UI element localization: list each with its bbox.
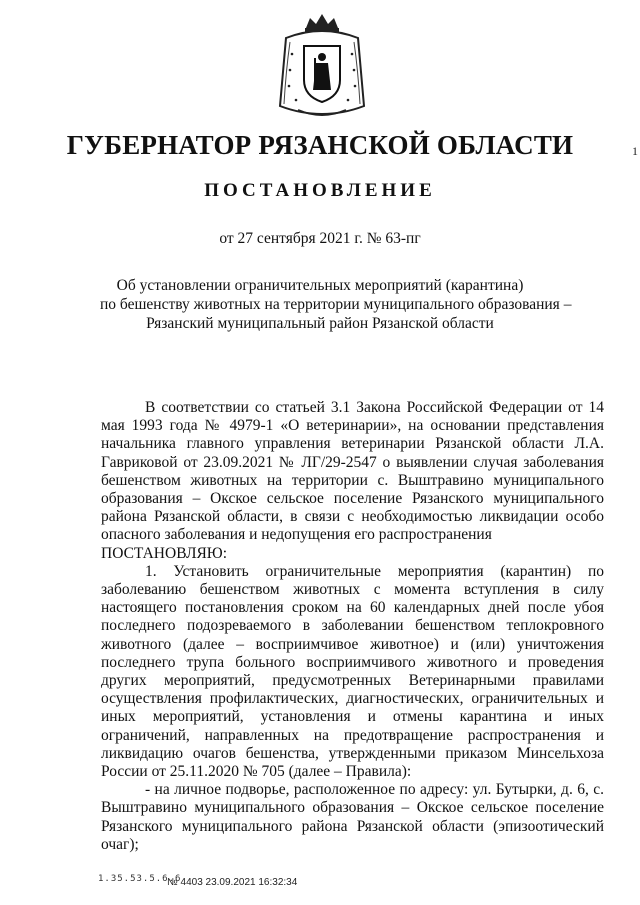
document-body xyxy=(101,399,604,854)
subject-line: Рязанский муниципальный район Рязанской области xyxy=(146,315,494,332)
document-type: ПОСТАНОВЛЕНИЕ xyxy=(204,180,436,201)
resolves-heading: ПОСТАНОВЛЯЮ: xyxy=(101,544,228,562)
footer-barcode-text: 1.35.53.5.6.6 xyxy=(98,874,182,884)
coat-of-arms-icon xyxy=(276,10,368,126)
issuer-title: ГУБЕРНАТОР РЯЗАНСКОЙ ОБЛАСТИ xyxy=(66,130,574,160)
item-1-paragraph: 1. Установить ограничительные мероприятия (карантин) по заболеванию бешенством животных с момента вступления в силу настоящего постановления сроком на 60 календарных дней после убоя последнего подозреваемого в заболевании бешенством теплокровного животного (далее – восприимчивое животное) и (или) уничтожения последнего трупа больного восприимчивого животного и проведения других мероприятий, предусмотренных Ветеринарными правилами осуществления профилактических, диагностических, ограничительных и иных мероприятий, установления и отмены карантина и иных ограничений, направленных на предотвращение распространения и ликвидацию очагов бешенства, утвержденными приказом Минсельхоза России от 25.11.2020 № 705 (далее – Правила): xyxy=(101,562,604,781)
item-1-subitem: - на личное подворье, расположенное по адресу: ул. Бутырки, д. 6, с. Выштравино муниципального образования – Окское сельское поселение Рязанского муниципального района Рязанской области (эпизоотический очаг); xyxy=(101,781,604,853)
document-date-number: от 27 сентября 2021 г. № 63-пг xyxy=(219,230,421,247)
subject-line: по бешенству животных на территории муниципального образования – xyxy=(100,296,572,313)
preamble-paragraph: В соответствии со статьей 3.1 Закона Российской Федерации от 14 мая 1993 года № 4979-1 «О ветеринарии», на основании представления начальника главного управления ветеринарии Рязанской области Л.А. Гавриковой от 23.09.2021 № ЛГ/29-2547 о выявлении случая заболевания бешенством животных на территории с. Выштравино муниципального образования – Окское сельское поселение Рязанского муниципального района Рязанской области, в связи с необходимостью ликвидации особо опасного заболевания и недопущения его распространения xyxy=(101,399,604,544)
page-number-mark: 1 xyxy=(632,144,638,158)
subject-line: Об установлении ограничительных мероприятий (карантина) xyxy=(116,277,524,294)
document-subject xyxy=(100,276,572,333)
footer-registration-stamp: № 4403 23.09.2021 16:32:34 xyxy=(167,877,298,888)
